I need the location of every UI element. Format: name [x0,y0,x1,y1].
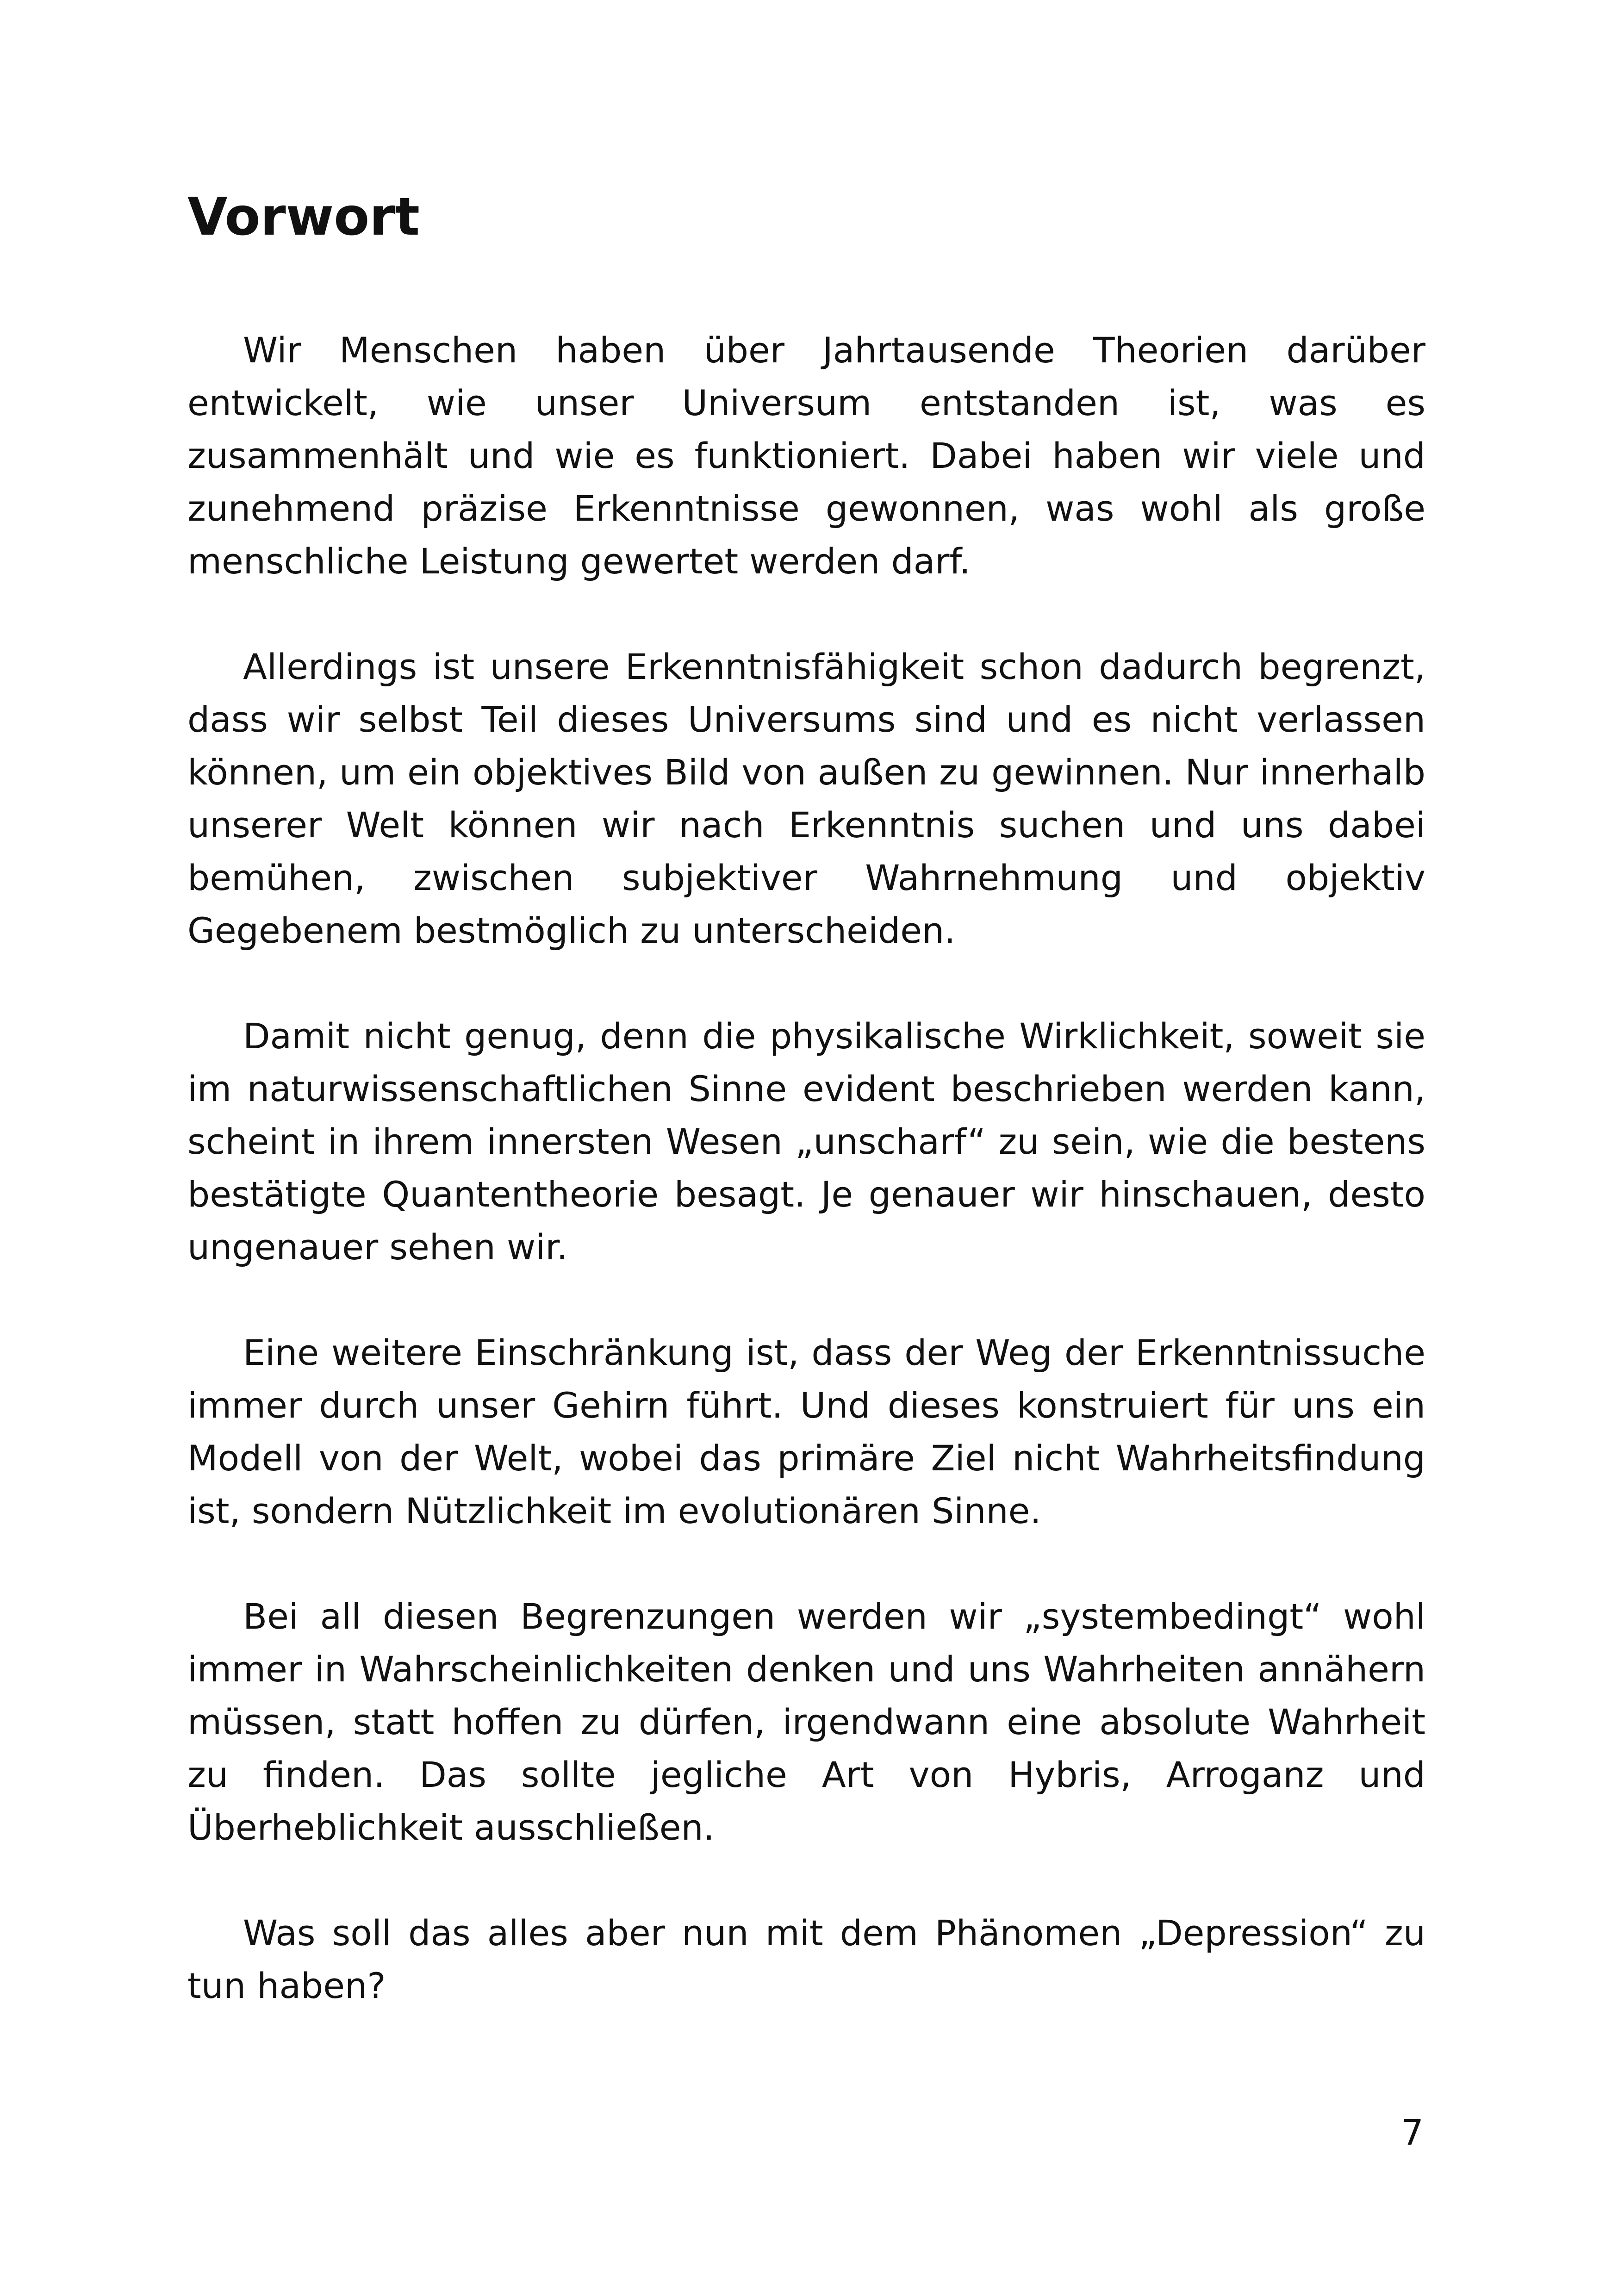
paragraph-5: Bei all diesen Begrenzungen werden wir „systembedingt“ wohl immer in Wahrscheinlichkeiten denken und uns Wahrheiten annähern müssen, statt hoffen zu dürfen, irgendwann eine absolute Wahrheit zu finden. Das sollte jegliche Art von Hybris, Arroganz und Überheblichkeit ausschließen. [187,1596,1425,1848]
paragraph-3: Damit nicht genug, denn die physikalische Wirklichkeit, soweit sie im naturwissenschaftlichen Sinne evident beschrieben werden kann, scheint in ihrem innersten Wesen „unscharf“ zu sein, wie die bestens bestätigte Quantentheorie besagt. Je genauer wir hinschauen, desto ungenauer sehen wir. [187,1015,1425,1268]
paragraph-2: Allerdings ist unsere Erkenntnisfähigkeit schon dadurch begrenzt, dass wir selbst Teil dieses Universums sind und es nicht verlassen können, um ein objektives Bild von außen zu gewinnen. Nur innerhalb unserer Welt können wir nach Erkenntnis suchen und uns dabei bemühen, zwischen subjektiver Wahrnehmung und objektiv Gegebenem bestmöglich zu unterscheiden. [187,646,1425,951]
page-number: 7 [1401,2112,1424,2153]
chapter-title: Vorwort [187,187,420,247]
chapter-body [187,324,1425,2065]
paragraph-1: Wir Menschen haben über Jahrtausende Theorien darüber entwickelt, wie unser Universum entstanden ist, was es zusammenhält und wie es funktioniert. Dabei haben wir viele und zunehmend präzise Erkenntnisse gewonnen, was wohl als große menschliche Leistung gewertet werden darf. [187,330,1425,582]
paragraph-6: Was soll das alles aber nun mit dem Phänomen „Depression“ zu tun haben? [187,1912,1425,2006]
paragraph-4: Eine weitere Einschränkung ist, dass der Weg der Erkenntnissuche immer durch unser Gehirn führt. Und dieses konstruiert für uns ein Modell von der Welt, wobei das primäre Ziel nicht Wahrheitsfindung ist, sondern Nützlichkeit im evolutionären Sinne. [187,1332,1425,1531]
